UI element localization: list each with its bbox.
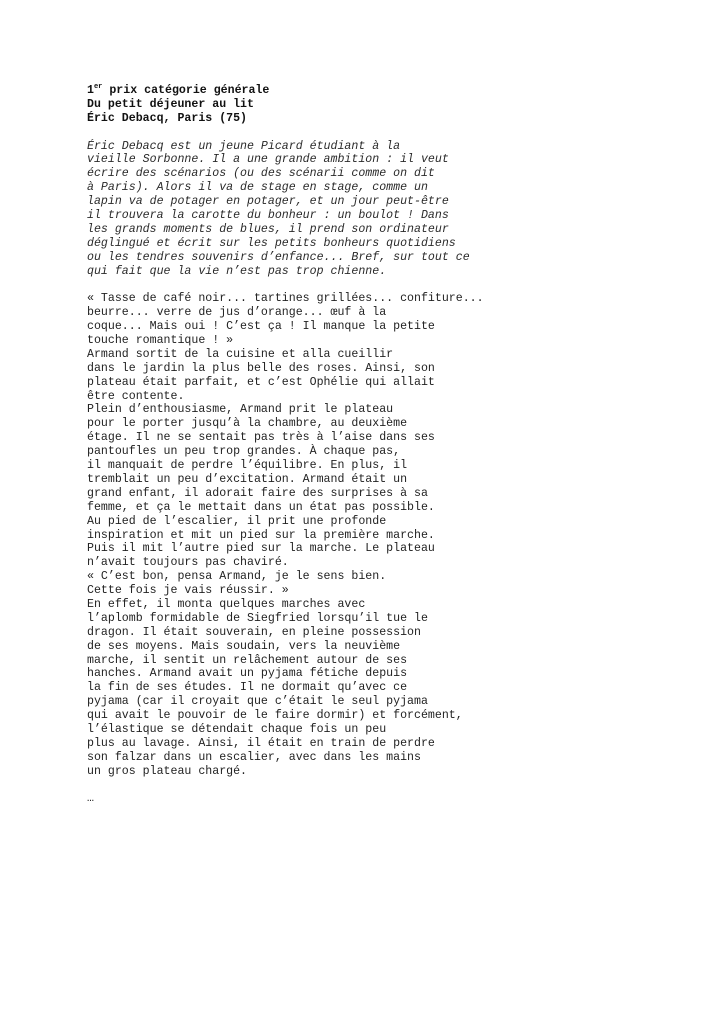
spacer [87, 779, 707, 793]
story-line: « C’est bon, pensa Armand, je le sens bien. [87, 570, 387, 584]
story-line: l’élastique se détendait chaque fois un peu [87, 722, 387, 736]
story-line: coque... Mais oui ! C’est ça ! Il manque la petite [87, 320, 435, 334]
document-page [87, 84, 707, 806]
spacer [87, 126, 707, 140]
story-line: Puis il mit l’autre pied sur la marche. Le plateau [87, 542, 435, 556]
story-line: beurre... verre de jus d’orange... œuf à la [87, 306, 387, 320]
intro-line: écrire des scénarios (ou des scénarii comme on dit [87, 167, 435, 181]
prize-superscript: er [93, 83, 103, 91]
prize-line [87, 84, 707, 98]
story-line: Armand sortit de la cuisine et alla cueillir [87, 347, 394, 361]
story-line: qui avait le pouvoir de le faire dormir) et forcément, [87, 709, 463, 723]
story-line: l’aplomb formidable de Siegfried lorsqu’il tue le [87, 611, 428, 625]
document-header [87, 84, 707, 126]
story-line: touche romantique ! » [87, 334, 234, 348]
intro-line: ou les tendres souvenirs d’enfance... Bref, sur tout ce [87, 250, 470, 264]
intro-line: à Paris). Alors il va de stage en stage, comme un [87, 181, 428, 195]
spacer [87, 278, 707, 292]
story-line: il manquait de perdre l’équilibre. En plus, il [87, 459, 408, 473]
intro-line: vieille Sorbonne. Il a une grande ambition : il veut [87, 153, 449, 167]
intro-line: Éric Debacq est un jeune Picard étudiant à la [87, 139, 401, 153]
story-title: Du petit déjeuner au lit [87, 97, 254, 111]
prize-category: prix catégorie générale [102, 84, 270, 97]
story-line: pour le porter jusqu’à la chambre, au deuxième [87, 417, 408, 431]
story-line: femme, et ça le mettait dans un état pas possible. [87, 500, 435, 514]
story-line: pyjama (car il croyait que c’était le seul pyjama [87, 695, 428, 709]
author-introduction [87, 140, 707, 279]
story-text [87, 292, 707, 778]
continuation-ellipsis: … [87, 792, 94, 806]
story-line: étage. Il ne se sentait pas très à l’aise dans ses [87, 431, 435, 445]
story-line: la fin de ses études. Il ne dormait qu’avec ce [87, 681, 408, 695]
story-line: Cette fois je vais réussir. » [87, 584, 289, 598]
story-line: son falzar dans un escalier, avec dans les mains [87, 750, 421, 764]
story-line: un gros plateau chargé. [87, 764, 248, 778]
story-line: être contente. [87, 389, 185, 403]
story-line: « Tasse de café noir... tartines grillées... confiture... [87, 292, 484, 306]
story-line: grand enfant, il adorait faire des surprises à sa [87, 486, 428, 500]
prize-number: 1 [87, 84, 94, 97]
story-line: Au pied de l’escalier, il prit une profonde [87, 514, 387, 528]
story-line: hanches. Armand avait un pyjama fétiche depuis [87, 667, 408, 681]
story-line: plateau était parfait, et c’est Ophélie qui allait [87, 375, 435, 389]
intro-line: les grands moments de blues, il prend son ordinateur [87, 222, 449, 236]
story-line: de ses moyens. Mais soudain, vers la neuvième [87, 639, 401, 653]
story-line: Plein d’enthousiasme, Armand prit le plateau [87, 403, 394, 417]
intro-line: qui fait que la vie n’est pas trop chienne. [87, 264, 387, 278]
story-line: n’avait toujours pas chaviré. [87, 556, 289, 570]
story-line: tremblait un peu d’excitation. Armand était un [87, 472, 408, 486]
story-line: dans le jardin la plus belle des roses. Ainsi, son [87, 361, 435, 375]
story-line: inspiration et mit un pied sur la première marche. [87, 528, 435, 542]
story-line: plus au lavage. Ainsi, il était en train de perdre [87, 736, 435, 750]
intro-line: déglingué et écrit sur les petits bonheurs quotidiens [87, 236, 456, 250]
story-line: marche, il sentit un relâchement autour de ses [87, 653, 408, 667]
story-line: En effet, il monta quelques marches avec [87, 597, 366, 611]
intro-line: il trouvera la carotte du bonheur : un boulot ! Dans [87, 209, 449, 223]
story-line: dragon. Il était souverain, en pleine possession [87, 625, 421, 639]
author-line: Éric Debacq, Paris (75) [87, 111, 248, 125]
story-line: pantoufles un peu trop grandes. À chaque pas, [87, 445, 401, 459]
intro-line: lapin va de potager en potager, et un jour peut-être [87, 195, 449, 209]
